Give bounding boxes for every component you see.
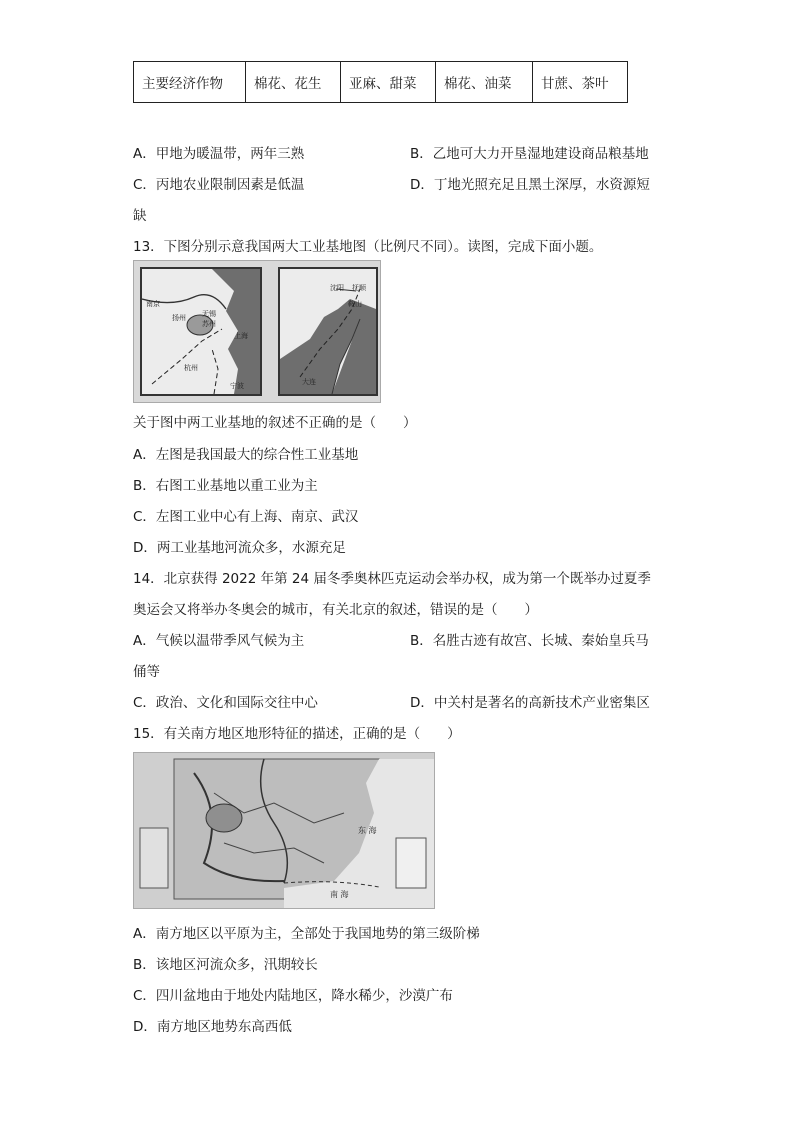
label-south-china-sea: 南 海 [330, 890, 349, 899]
q13-option-d: D．两工业基地河流众多，水源充足 [133, 540, 346, 556]
q14-option-a: A．气候以温带季风气候为主 [133, 633, 305, 649]
industrial-bases-map [133, 260, 381, 403]
label-yangzhou: 扬州 [172, 314, 186, 322]
q15-stem: 15．有关南方地区地形特征的描述，正确的是（ ） [133, 726, 461, 742]
table-cell: 甘蔗、茶叶 [533, 62, 628, 103]
label-fushun: 抚顺 [352, 284, 366, 292]
table-cell: 亚麻、甜菜 [341, 62, 436, 103]
southern-region-map [133, 752, 435, 909]
q12-option-a: A．甲地为暖温带，两年三熟 [133, 146, 305, 162]
map-right-panel [278, 267, 378, 396]
table-cell: 棉花、花生 [246, 62, 341, 103]
q15-option-b: B．该地区河流众多，汛期较长 [133, 957, 318, 973]
q14-option-d: D．中关村是著名的高新技术产业密集区 [410, 695, 650, 711]
q12-option-c: C．丙地农业限制因素是低温 [133, 177, 305, 193]
label-dalian: 大连 [302, 378, 316, 386]
map-left-panel [140, 267, 262, 396]
q15-option-c: C．四川盆地由于地处内陆地区，降水稀少，沙漠广布 [133, 988, 453, 1004]
q12-option-b: B．乙地可大力开垦湿地建设商品粮基地 [410, 146, 649, 162]
q13-stem: 13．下图分别示意我国两大工业基地图（比例尺不同）。读图，完成下面小题。 [133, 239, 603, 255]
q13-option-c: C．左图工业中心有上海、南京、武汉 [133, 509, 359, 525]
q15-option-a: A．南方地区以平原为主，全部处于我国地势的第三级阶梯 [133, 926, 480, 942]
label-hangzhou: 杭州 [184, 364, 198, 372]
label-wuxi: 无锡 [202, 310, 216, 318]
label-anshan: 鞍山 [348, 300, 362, 308]
crop-table [133, 61, 628, 103]
table-cell: 主要经济作物 [134, 62, 246, 103]
label-east-china-sea: 东 海 [358, 826, 377, 835]
q12-option-d-wrap: 缺 [133, 208, 147, 224]
table-cell: 棉花、油菜 [436, 62, 533, 103]
q14-stem-wrap: 奥运会又将举办冬奥会的城市，有关北京的叙述，错误的是（ ） [133, 602, 538, 618]
q15-option-d: D．南方地区地势东高西低 [133, 1019, 292, 1035]
label-shanghai: 上海 [234, 332, 248, 340]
q12-option-d: D．丁地光照充足且黑土深厚，水资源短 [410, 177, 650, 193]
label-ningbo: 宁波 [230, 382, 244, 390]
q14-stem: 14．北京获得 2022 年第 24 届冬季奥林匹克运动会举办权，成为第一个既举办过夏季 [133, 571, 651, 587]
table-row [134, 62, 628, 103]
label-suzhou: 苏州 [202, 320, 216, 328]
q14-option-b-wrap: 俑等 [133, 664, 160, 680]
q13-question: 关于图中两工业基地的叙述不正确的是（ ） [133, 415, 417, 431]
q14-option-c: C．政治、文化和国际交往中心 [133, 695, 318, 711]
q14-option-b: B．名胜古迹有故宫、长城、秦始皇兵马 [410, 633, 649, 649]
label-shenyang: 沈阳 [330, 284, 344, 292]
q13-option-a: A．左图是我国最大的综合性工业基地 [133, 447, 359, 463]
label-nanjing: 南京 [146, 300, 160, 308]
q13-option-b: B．右图工业基地以重工业为主 [133, 478, 318, 494]
southern-map-drawing [134, 753, 434, 908]
